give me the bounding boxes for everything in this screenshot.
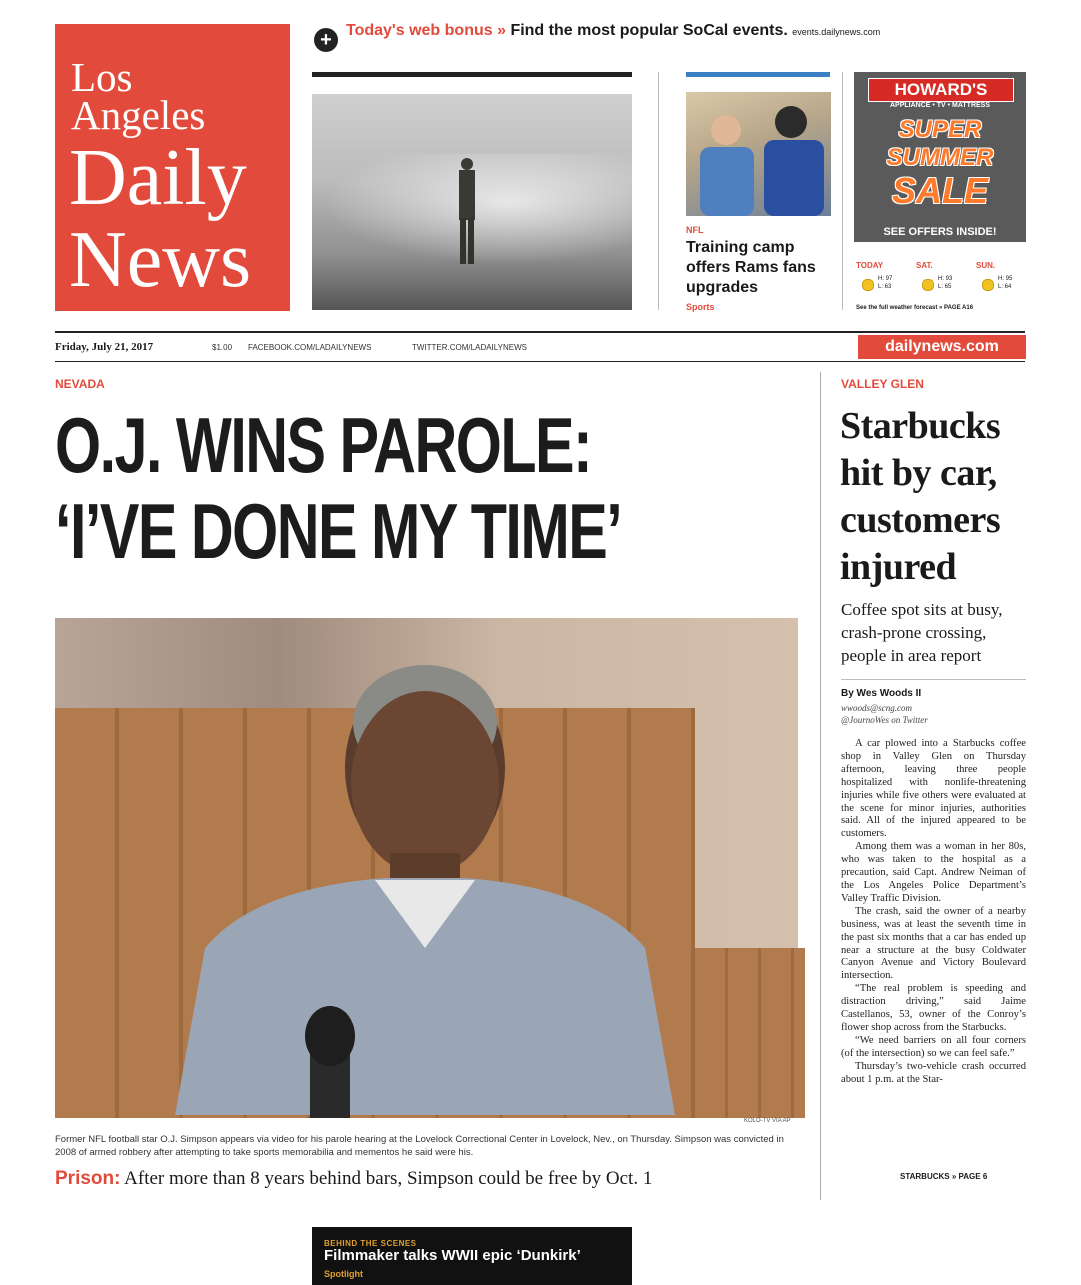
portrait-illustration — [55, 618, 798, 1115]
sun-icon — [982, 279, 994, 291]
column-divider — [842, 72, 843, 310]
body-paragraph: “We need barriers on all four corners (of the intersection) so we can feel safe.” — [841, 1034, 1026, 1059]
teaser-caption — [312, 1227, 632, 1285]
web-bonus-text: Find the most popular SoCal events. — [510, 22, 788, 39]
issue-date: Friday, July 21, 2017 — [55, 341, 154, 353]
body-paragraph: Among them was a woman in her 80s, who was taken to the hospital as a precaution, said Capt. Andrew Neiman of the Los Angeles Police Department’s Valley Traffic Division. — [841, 841, 1026, 904]
weather-low: L: 63 — [878, 284, 892, 290]
side-kicker: VALLEY GLEN — [841, 377, 924, 391]
column-divider — [820, 372, 821, 1200]
weather-high: H: 95 — [998, 276, 1013, 282]
pull-text: After more than 8 years behind bars, Simpson could be free by Oct. 1 — [124, 1168, 653, 1189]
web-bonus-url[interactable]: events.dailynews.com — [792, 27, 881, 37]
players-illustration — [686, 92, 831, 216]
main-headline-line-1: O.J. WINS PAROLE: — [55, 401, 592, 489]
rams-photo[interactable] — [686, 92, 831, 216]
teaser-section: Spotlight — [324, 1269, 363, 1279]
teaser-rule — [686, 72, 830, 77]
logo-line-3: Daily — [69, 134, 247, 222]
web-bonus-link[interactable] — [346, 22, 880, 40]
weather-day: SUN. — [976, 261, 996, 270]
byline-rule — [841, 679, 1026, 680]
soldier-silhouette — [452, 154, 482, 274]
sun-icon — [922, 279, 934, 291]
plus-icon: + — [314, 28, 338, 52]
facebook-link[interactable]: FACEBOOK.COM/LADAILYNEWS — [248, 343, 372, 352]
masthead-logo[interactable] — [55, 24, 290, 311]
ad-line-2: SUMMER — [886, 144, 994, 171]
ad-line-3: SALE — [891, 170, 988, 211]
weather-day: SAT. — [916, 261, 933, 270]
rams-headline[interactable]: Training camp offers Rams fans upgrades — [686, 239, 816, 296]
ad-cta: SEE OFFERS INSIDE! — [883, 226, 997, 238]
column-divider — [658, 72, 659, 310]
body-paragraph: Thursday’s two-vehicle crash occurred about 1 p.m. at the Star- — [841, 1060, 1026, 1085]
issue-price: $1.00 — [212, 343, 233, 352]
body-paragraph: “The real problem is speeding and distraction driving,” said Jaime Castellanos, 53, owner of the Conroy’s flower shop across from the Starbucks. — [841, 983, 1026, 1033]
rams-section: Sports — [686, 302, 715, 312]
byline: By Wes Woods II — [841, 688, 922, 699]
weather-day: TODAY — [856, 261, 884, 270]
ad-line-1: SUPER — [898, 116, 982, 143]
photo-caption: Former NFL football star O.J. Simpson appears via video for his parole hearing at the Lovelock Correctional Center in Lovelock, Nev., on Thursday. Simpson was convicted in 2008 of armed robbery after attempting to take sports memorabilia and mementos he said were his. — [55, 1134, 784, 1158]
teaser-kicker: BEHIND THE SCENES — [324, 1239, 417, 1248]
pull-quote[interactable] — [55, 1168, 652, 1190]
byline-email[interactable]: wwoods@scng.com — [841, 703, 913, 713]
dateline-rule — [55, 361, 1025, 362]
logo-line-1: Los — [71, 54, 133, 100]
teaser-headline[interactable]: Filmmaker talks WWII epic ‘Dunkirk’ — [324, 1247, 581, 1264]
main-kicker: NEVADA — [55, 377, 105, 391]
weather-low: L: 64 — [998, 284, 1012, 290]
side-deck: Coffee spot sits at busy, crash-prone crossing, people in area report — [841, 600, 1003, 665]
pull-label: Prison: — [55, 1168, 121, 1189]
weather-forecast-link[interactable]: See the full weather forecast » PAGE A16 — [856, 305, 974, 311]
side-body — [841, 738, 1026, 1086]
main-headline[interactable] — [55, 402, 633, 574]
howards-ad[interactable] — [854, 72, 1026, 242]
byline-twitter[interactable]: @JournoWes on Twitter — [841, 715, 928, 725]
ad-tagline: APPLIANCE • TV • MATTRESS — [889, 102, 991, 109]
jump-link[interactable]: STARBUCKS » PAGE 6 — [900, 1172, 988, 1181]
twitter-link[interactable]: TWITTER.COM/LADAILYNEWS — [412, 343, 527, 352]
main-photo[interactable] — [55, 618, 798, 1115]
body-paragraph: The crash, said the owner of a nearby business, was at least the seventh time in the past six months that a car has ended up near a structure at the busy Coldwater Canyon Avenue and Victory Boulevard intersection. — [841, 905, 1026, 982]
logo-line-4: News — [69, 216, 252, 304]
rams-kicker: NFL — [686, 225, 704, 235]
ad-brand: HOWARD'S — [868, 78, 1014, 102]
body-paragraph: A car plowed into a Starbucks coffee shop in Valley Glen on Thursday afternoon, leaving three people hospitalized with nonlife-threatening injuries while five others were evaluated at the scene for minor injuries, authorities said. All of the injured appeared to be customers. — [841, 738, 1026, 840]
weather-high: H: 97 — [878, 276, 893, 282]
side-headline[interactable]: Starbucks hit by car, customers injured — [840, 405, 1001, 588]
logo-line-2: Angeles — [71, 92, 206, 138]
photo-credit: KOLO-TV VIA AP — [744, 1118, 791, 1124]
dateline-rule — [55, 331, 1025, 333]
main-headline-line-2: ‘I’VE DONE MY TIME’ — [55, 487, 622, 575]
weather-high: H: 93 — [938, 276, 953, 282]
teaser-rule — [312, 72, 632, 77]
website-link[interactable]: dailynews.com — [858, 335, 1026, 359]
sun-icon — [862, 279, 874, 291]
weather-low: L: 65 — [938, 284, 952, 290]
web-bonus-label: Today's web bonus » — [346, 22, 506, 39]
